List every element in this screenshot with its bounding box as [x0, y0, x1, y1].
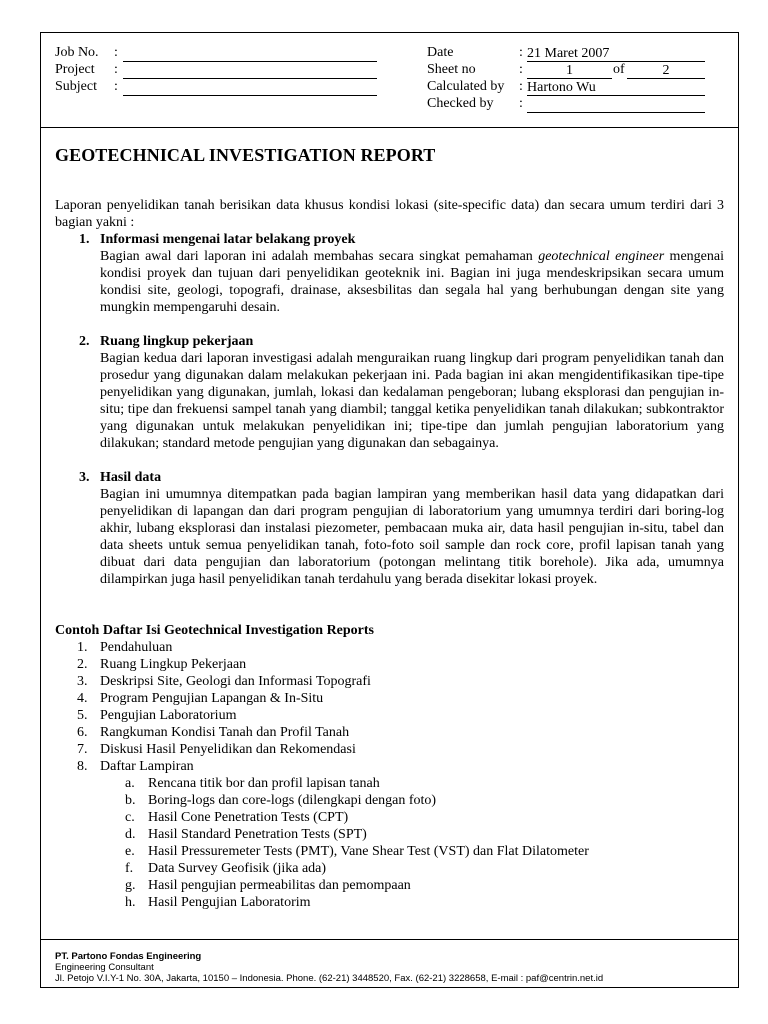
- project-colon: :: [114, 62, 118, 77]
- project-field[interactable]: [123, 63, 377, 79]
- calculated-field[interactable]: [527, 80, 705, 96]
- toc-title: Contoh Daftar Isi Geotechnical Investigation Reports: [55, 623, 375, 638]
- toc-list: [55, 639, 724, 911]
- job-no-colon: :: [114, 45, 118, 60]
- toc-item-number: 6.: [77, 725, 88, 740]
- toc-item-label: Deskripsi Site, Geologi dan Informasi Topografi: [100, 674, 371, 689]
- toc-sub-item: [55, 792, 724, 809]
- toc-item-number: 4.: [77, 691, 88, 706]
- sheet-colon: :: [519, 62, 523, 77]
- section-1: [55, 231, 724, 316]
- section-heading-text: Ruang lingkup pekerjaan: [100, 334, 254, 349]
- toc-sub-item-label: Hasil Pengujian Laboratorim: [148, 895, 311, 910]
- toc-item-number: 5.: [77, 708, 88, 723]
- calculated-colon: :: [519, 79, 523, 94]
- toc-item-number: 7.: [77, 742, 88, 757]
- section-number: 3.: [79, 470, 90, 485]
- toc-item-label: Pengujian Laboratorium: [100, 708, 237, 723]
- toc-sub-item-label: Hasil Pressuremeter Tests (PMT), Vane Shear Test (VST) dan Flat Dilatometer: [148, 844, 589, 859]
- toc-item-number: 2.: [77, 657, 88, 672]
- document-frame: [40, 32, 739, 988]
- toc-item-label: Diskusi Hasil Penyelidikan dan Rekomendasi: [100, 742, 356, 757]
- checked-field[interactable]: [527, 97, 705, 113]
- toc-item: [55, 724, 724, 741]
- toc-item: [55, 758, 724, 775]
- section-body: [55, 248, 724, 316]
- toc-sub-item-letter: f.: [125, 861, 134, 876]
- footer-address: Jl. Petojo V.I.Y-1 No. 30A, Jakarta, 10150 – Indonesia. Phone. (62-21) 3448520, Fax. (62-21) 3228658, E-mail : paf@centrin.net.id: [55, 973, 604, 984]
- sheet-total-field[interactable]: [627, 63, 705, 79]
- toc-sub-item: [55, 877, 724, 894]
- page-footer: [41, 939, 738, 987]
- calculated-value: Hartono Wu: [527, 80, 596, 95]
- toc-sub-item-letter: c.: [125, 810, 135, 825]
- checked-label: Checked by: [427, 96, 494, 111]
- job-no-field[interactable]: [123, 46, 377, 62]
- toc-item: [55, 707, 724, 724]
- toc-item-label: Program Pengujian Lapangan & In-Situ: [100, 691, 324, 706]
- toc-sub-item-letter: b.: [125, 793, 136, 808]
- section-body-text: Bagian awal dari laporan ini adalah membahas secara singkat pemahaman: [100, 249, 539, 264]
- footer-role: Engineering Consultant: [55, 962, 154, 973]
- toc-sub-item: [55, 826, 724, 843]
- toc-item-number: 1.: [77, 640, 88, 655]
- section-heading: [55, 469, 724, 486]
- subject-colon: :: [114, 79, 118, 94]
- toc-sub-item-letter: h.: [125, 895, 136, 910]
- section-heading: [55, 231, 724, 248]
- section-heading: [55, 333, 724, 350]
- toc-item: [55, 690, 724, 707]
- section-body: Bagian kedua dari laporan investigasi adalah menguraikan ruang lingkup dari program penyelidikan tanah dan prosedur yang digunakan dalam melakukan pekerjaan ini. Pada bagian ini akan mengidentifikasikan tipe-tipe penyelidikan yang digunakan, jumlah, lokasi dan kedalaman pengeboran; lubang eksplorasi dan pengujian in-situ; tipe dan frekuensi sampel tanah yang diambil; tanggal ketika penyelidikan tanah dilakukan; subkontraktor yang digunakan untuk melakukan penyelidikan ini; tipe-tipe dan jumlah pengujian laboratorium yang dilakukan; standard metode pengujian yang digunakan dan sebagainya.: [100, 351, 724, 451]
- sheet-no-field[interactable]: [527, 63, 612, 79]
- project-label: Project: [55, 62, 95, 77]
- toc-sub-item-label: Rencana titik bor dan profil lapisan tanah: [148, 776, 380, 791]
- section-heading-text: Hasil data: [100, 470, 162, 485]
- job-no-row: [55, 44, 99, 61]
- toc-item-label: Daftar Lampiran: [100, 759, 194, 774]
- section-3: [55, 469, 724, 588]
- intro-paragraph: Laporan penyelidikan tanah berisikan data khusus kondisi lokasi (site-specific data) dan secara umum terdiri dari 3 bagian yakni :: [55, 198, 724, 230]
- date-label: Date: [427, 45, 454, 60]
- checked-colon: :: [519, 96, 523, 111]
- toc-sub-item-label: Hasil Cone Penetration Tests (CPT): [148, 810, 349, 825]
- toc-item-number: 8.: [77, 759, 88, 774]
- calculated-label: Calculated by: [427, 79, 505, 94]
- toc-item-label: Ruang Lingkup Pekerjaan: [100, 657, 247, 672]
- toc-sub-item: [55, 843, 724, 860]
- toc-item: [55, 656, 724, 673]
- toc-sub-item: [55, 860, 724, 877]
- subject-field[interactable]: [123, 80, 377, 96]
- toc-item-number: 3.: [77, 674, 88, 689]
- toc-item-label: Pendahuluan: [100, 640, 173, 655]
- section-body: Bagian ini umumnya ditempatkan pada bagian lampiran yang memberikan hasil data yang didapatkan dari penyelidikan di lapangan dan dari program pengujian di laboratorium yang umumnya terdiri dari boring-log akhir, lubang eksplorasi dan instalasi piezometer, pembacaan muka air, data hasil pengujian in-situ, tabel dan data sheets untuk semua penyelidikan tanah, foto-foto soil sample dan rock core, profil lapisan tanah yang dibuat dari data pengujian dan laboratorium (potongan melintang titik borehole). Jika ada, umumnya dilampirkan juga hasil penyelidikan tanah terdahulu yang berada disekitar lokasi proyek.: [100, 487, 724, 587]
- footer-company: PT. Partono Fondas Engineering: [55, 951, 202, 962]
- job-no-label: Job No.: [55, 45, 99, 60]
- sheet-of-label: of: [613, 62, 625, 77]
- page-title: GEOTECHNICAL INVESTIGATION REPORT: [55, 145, 436, 165]
- section-2: [55, 333, 724, 452]
- toc-item-label: Rangkuman Kondisi Tanah dan Profil Tanah: [100, 725, 350, 740]
- toc-sub-item-label: Hasil Standard Penetration Tests (SPT): [148, 827, 367, 842]
- section-body-text: mengenai kondisi proyek dan tujuan dari penyelidikan geoteknik ini. Bagian ini juga mendeskripsikan secara umum kondisi site, geologi, topografi, drainase, aksesbilitas dan segala hal yang berhubungan dengan site yang mungkin mempengaruhi desain.: [100, 249, 724, 315]
- toc-item: [55, 639, 724, 656]
- header-block: [41, 33, 738, 128]
- toc-sub-item: [55, 809, 724, 826]
- toc-sub-item-label: Hasil pengujian permeabilitas dan pemompaan: [148, 878, 411, 893]
- toc-sub-item-letter: d.: [125, 827, 136, 842]
- section-number: 1.: [79, 232, 90, 247]
- toc-sub-item: [55, 775, 724, 792]
- date-colon: :: [519, 45, 523, 60]
- subject-label: Subject: [55, 79, 97, 94]
- toc-sub-item-letter: g.: [125, 878, 136, 893]
- toc-item: [55, 741, 724, 758]
- sheet-label: Sheet no: [427, 62, 476, 77]
- section-heading-text: Informasi mengenai latar belakang proyek: [100, 232, 356, 247]
- report-body: [55, 197, 724, 911]
- date-value: 21 Maret 2007: [527, 46, 610, 61]
- toc-sub-item-letter: a.: [125, 776, 135, 791]
- toc-sub-item-label: Boring-logs dan core-logs (dilengkapi dengan foto): [148, 793, 437, 808]
- section-number: 2.: [79, 334, 90, 349]
- toc-item: [55, 673, 724, 690]
- sheet-total-value: 2: [662, 63, 670, 78]
- toc-sub-item: [55, 894, 724, 911]
- section-body-emphasis: geotechnical engineer: [538, 249, 665, 264]
- toc-sub-item-label: Data Survey Geofisik (jika ada): [148, 861, 327, 876]
- toc-sub-item-letter: e.: [125, 844, 135, 859]
- sheet-no-value: 1: [566, 63, 573, 78]
- date-field[interactable]: [527, 46, 705, 62]
